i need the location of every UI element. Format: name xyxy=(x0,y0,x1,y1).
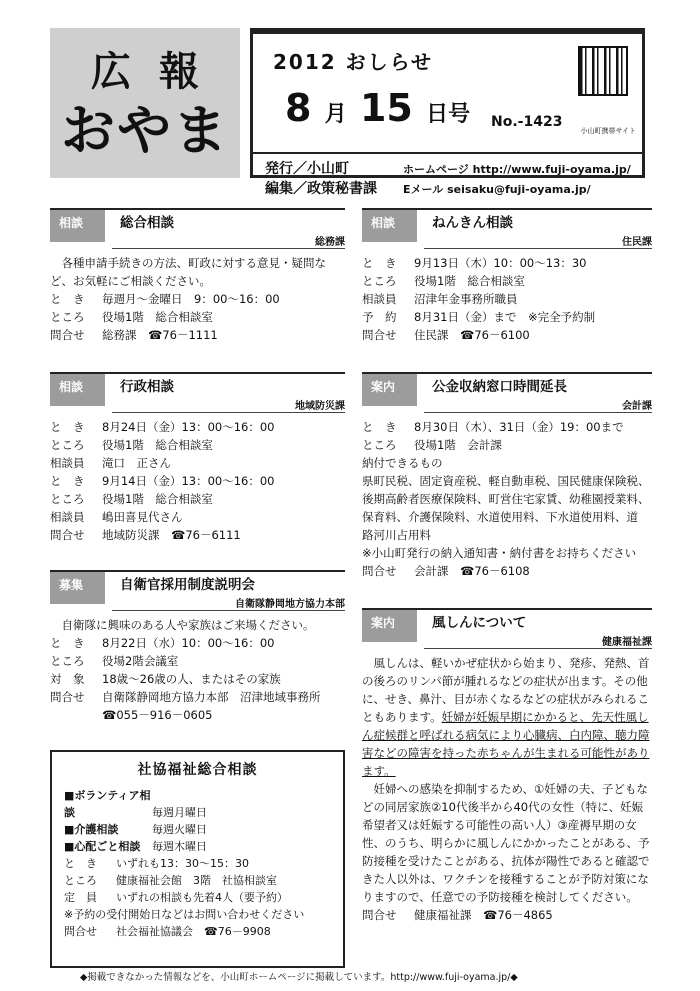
article-rubella: 案内 風しんについて 健康福祉課 風しんは、軽いかぜ症状から始まり、発疹、発熱、首の後ろのリンパ節が腫れるなどの症状が出ます。その他に、せき、鼻汁、目が赤くなるなどの症状がみられることもあります。妊婦が妊娠早期にかかると、先天性風しん症候群と呼ばれる病気により心臓病、白内障、聴力障害などの障害を持った赤ちゃんが生まれる可能性があります。 妊婦への感染を抑制するため、①妊婦の夫、子どもなどの同居家族②10代後半から40代の女性（特に、妊娠希望者又は妊娠する可能性の高い人）③産褥早期の女性、のうち、明らかに風しんにかかったことがある、予防接種を受けたことがある、抗体が陽性であると確認できた人以外は、ワクチンを接種することが予防対策になりますので、任意での予防接種を検討してください。 問合せ 健康福祉課 ☎76－4865 xyxy=(362,608,652,924)
issue-header xyxy=(250,28,645,197)
article-text: 自衛隊に興味のある人や家族はご来場ください。 xyxy=(61,618,315,632)
article-text: 各種申請手続きの方法、町政に対する意見・疑問など、お気軽にご相談ください。 xyxy=(50,256,326,288)
publisher: 発行／小山町 xyxy=(265,161,349,177)
article-tag: 案内 xyxy=(362,610,417,642)
payable-heading: 納付できるもの xyxy=(362,456,443,470)
article-title: 自衛官採用制度説明会 xyxy=(120,577,255,593)
footer-note: ◆掲載できなかった情報などを、小山町ホームページに掲載しています。http://www.fuji-oyama.jp/◆ xyxy=(80,972,518,983)
article-sdf-recruit: 募集 自衛官採用制度説明会 自衛隊静岡地方協力本部 自衛隊に興味のある人や家族はご来場ください。 と き 8月22日（水）10：00～16：00 ところ 役場2階会議室 対 象 18歳～26歳の人、またはその家族 問合せ 自衛隊静岡地方協力本部 沼津地域事務所 ☎055－916－0605 xyxy=(50,570,345,724)
article-text-2: 妊婦への感染を抑制するため、①妊婦の夫、子どもなどの同居家族②10代後半から40代の女性（特に、妊娠希望者又は妊娠する可能性の高い人）③産褥早期の女性、のうち、明らかに風しんにかかったことがある、予防接種を受けたことがある、抗体が陽性であると確認できた人以外は、ワクチンを接種することが予防対策になりますので、任意での予防接種を検討してください。 xyxy=(362,782,650,904)
article-text: 風しんは、軽いかぜ症状から始まり、発疹、発熱、首の後ろのリンパ節が腫れるなどの症状が出ます。その他に、せき、鼻汁、目が赤くなるなどの症状がみられることもあります。妊婦が妊娠早期にかかると、先天性風しん症候群と呼ばれる病気により心臓病、白内障、聴力障害などの障害を持った赤ちゃんが生まれる可能性があります。 xyxy=(362,656,650,778)
box-note: ※予約の受付開始日などはお問い合わせください xyxy=(64,908,305,921)
article-dept: 会計課 xyxy=(622,401,652,412)
email-link[interactable]: Eメール seisaku@fuji-oyama.jp/ xyxy=(403,183,591,196)
article-tag: 相談 xyxy=(50,210,105,242)
qr-caption: 小山町携帯サイト xyxy=(580,127,636,135)
article-dept: 総務課 xyxy=(315,237,345,248)
article-dept: 地域防災課 xyxy=(295,401,345,412)
year-line: 2012 おしらせ xyxy=(273,50,434,74)
masthead-logo xyxy=(50,28,240,178)
article-tag: 相談 xyxy=(362,210,417,242)
issue-month-unit: 月 xyxy=(324,102,347,127)
qr-code-icon xyxy=(578,46,628,96)
welfare-consult-box: 社協福祉総合相談 ■ボランティア相談 毎週月曜日 ■介護相談 毎週火曜日 ■心配ごと相談 毎週木曜日 と き いずれも13：30～15：30 ところ 健康福祉会館 3階 社協相談室 定 員 いずれの相談も先着4人（要予約） ※予約の受付開始日などはお問い合わせください 問合せ 社会福祉協議会 ☎76－9908 xyxy=(50,750,345,968)
article-tag: 募集 xyxy=(50,572,105,604)
article-title: 風しんについて xyxy=(432,615,527,631)
article-dept: 自衛隊静岡地方協力本部 xyxy=(235,599,345,610)
article-payment-hours: 案内 公金収納窓口時間延長 会計課 と き 8月30日（木）、31日（金）19：00まで ところ 役場1階 会計課 納付できるもの 県町民税、固定資産税、軽自動車税、国民健康保険税、 後期高齢者医療保険料、町営住宅家賃、幼稚園授業料、 保育料、介護保険料、水道使用料、下水道使用料、道 路河川占用料 ※小山町発行の納入通知書・納付書をお持ちください 問合せ 会計課 ☎76－6108 xyxy=(362,372,652,580)
article-pension-consult: 相談 ねんきん相談 住民課 と き 9月13日（木）10：00～13：30 ところ 役場1階 総合相談室 相談員 沼津年金事務所職員 予 約 8月31日（金）まで ※完全予約制 問合せ 住民課 ☎76－6100 xyxy=(362,208,652,344)
article-admin-consult: 相談 行政相談 地域防災課 と き 8月24日（金）13：00～16：00 ところ 役場1階 総合相談室 相談員 滝口 正さん と き 9月14日（金）13：00～16：00 ところ 役場1階 総合相談室 相談員 嶋田喜見代さん 問合せ 地域防災課 ☎76－6111 xyxy=(50,372,345,544)
editor: 編集／政策秘書課 xyxy=(265,181,377,197)
article-title: 公金収納窓口時間延長 xyxy=(432,379,567,395)
article-dept: 健康福祉課 xyxy=(602,637,652,648)
logo-main: おやま xyxy=(61,98,229,162)
article-tag: 相談 xyxy=(50,374,105,406)
article-tag: 案内 xyxy=(362,374,417,406)
box-title: 社協福祉総合相談 xyxy=(137,762,258,778)
article-general-consult: 相談 総合相談 総務課 各種申請手続きの方法、町政に対する意見・疑問など、お気軽にご相談ください。 と き 毎週月～金曜日 9：00～16：00 ところ 役場1階 総合相談室 問合せ 総務課 ☎76－1111 xyxy=(50,208,345,344)
article-dept: 住民課 xyxy=(622,237,652,248)
issue-day-unit: 日号 xyxy=(426,102,471,127)
issue-date xyxy=(285,86,470,130)
article-title: ねんきん相談 xyxy=(432,215,513,231)
homepage-link[interactable]: ホームページ http://www.fuji-oyama.jp/ xyxy=(403,163,631,176)
article-title: 総合相談 xyxy=(120,215,174,231)
issue-number: No.-1423 xyxy=(491,114,563,130)
issue-month: 8 xyxy=(285,86,312,130)
article-title: 行政相談 xyxy=(120,379,174,395)
header-divider xyxy=(253,152,642,154)
issue-day: 15 xyxy=(359,86,413,130)
logo-top: 広報 xyxy=(91,48,227,95)
